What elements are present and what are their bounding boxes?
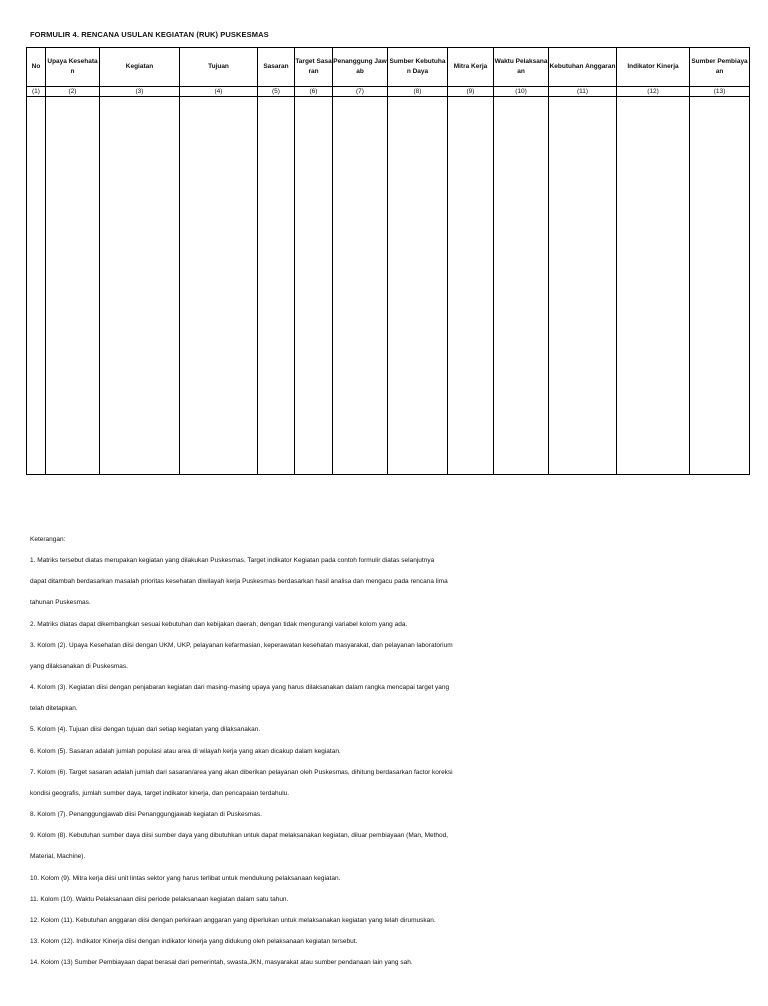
empty-cell [46, 97, 100, 475]
header-sumber-pembiayaan: Sumber Pembiayaan [690, 48, 750, 87]
header-mitra-kerja: Mitra Kerja [448, 48, 494, 87]
column-number: (3) [100, 87, 180, 97]
note-line: yang dilaksanakan di Puskesmas. [30, 662, 128, 670]
note-line: 2. Matriks diatas dapat dikembangkan sesuai kebutuhan dan kebijakan daerah, dengan tidak mengurangi variabel kolom yang ada. [30, 620, 408, 628]
note-line: 9. Kolom (8). Kebutuhan sumber daya diisi sumber daya yang dibutuhkan untuk dapat melaksanakan kegiatan, diluar pembiayaan (Man, Method, [30, 832, 449, 840]
empty-cell [690, 97, 750, 475]
column-number: (5) [258, 87, 295, 97]
column-number: (6) [295, 87, 333, 97]
header-waktu-pelaksanaan: Waktu Pelaksanaan [494, 48, 549, 87]
header-row [27, 48, 750, 87]
notes-section [30, 529, 745, 973]
column-number: (7) [333, 87, 388, 97]
column-number: (9) [448, 87, 494, 97]
note-line: 14. Kolom (13) Sumber Pembiayaan dapat berasal dari pemerintah, swasta,JKN, masyarakat atau sumber pendanaan lain yang sah. [30, 959, 413, 967]
header-penanggung-jawab: Penanggung Jawab [333, 48, 388, 87]
column-number: (10) [494, 87, 549, 97]
header-upaya-kesehatan: Upaya Kesehatan [46, 48, 100, 87]
note-line: 5. Kolom (4). Tujuan diisi dengan tujuan dari setiap kegiatan yang dilaksanakan. [30, 726, 261, 734]
empty-cell [295, 97, 333, 475]
note-line: 13. Kolom (12). Indikator Kinerja diisi dengan indikator kinerja yang didukung oleh pelaksanaan kegiatan tersebut. [30, 937, 358, 945]
empty-cell [448, 97, 494, 475]
form-title: FORMULIR 4. RENCANA USULAN KEGIATAN (RUK) PUSKESMAS [30, 30, 269, 39]
header-sumber-kebutuhan-daya: Sumber Kebutuhan Daya [388, 48, 448, 87]
column-number: (12) [617, 87, 690, 97]
column-number: (13) [690, 87, 750, 97]
header-target-sasaran: Target Sasaran [295, 48, 333, 87]
note-line: 4. Kolom (3). Kegiatan diisi dengan penjabaran kegiatan dari masing-masing upaya yang harus dilaksanakan dalam rangka mencapai target yang [30, 684, 450, 692]
empty-cell [388, 97, 448, 475]
empty-cell [333, 97, 388, 475]
ruk-table [26, 47, 750, 475]
note-line: 12. Kolom (11). Kebutuhan anggaran diisi dengan perkiraan anggaran yang diperlukan untuk melaksanakan kegiatan yang telah dirumuskan. [30, 916, 436, 924]
notes-heading: Keterangan: [30, 536, 66, 543]
empty-cell [180, 97, 258, 475]
column-number: (4) [180, 87, 258, 97]
note-line: tahunan Puskesmas. [30, 599, 91, 607]
header-kegiatan: Kegiatan [100, 48, 180, 87]
note-line: telah ditetapkan. [30, 705, 78, 713]
column-number: (11) [549, 87, 617, 97]
column-number: (1) [27, 87, 46, 97]
header-indikator-kinerja: Indikator Kinerja [617, 48, 690, 87]
note-line: Material, Machine). [30, 853, 86, 861]
column-number: (8) [388, 87, 448, 97]
empty-entry-row [27, 97, 750, 475]
header-no: No [27, 48, 46, 87]
header-kebutuhan-anggaran: Kebutuhan Anggaran [549, 48, 617, 87]
note-line: 1. Matriks tersebut diatas merupakan kegiatan yang dilakukan Puskesmas. Target indikator Kegiatan pada contoh formulir diatas selanjutnya [30, 557, 435, 565]
empty-cell [258, 97, 295, 475]
empty-cell [549, 97, 617, 475]
note-line: 6. Kolom (5). Sasaran adalah jumlah populasi atau area di wilayah kerja yang akan dicakup dalam kegiatan. [30, 747, 341, 755]
empty-cell [100, 97, 180, 475]
column-number: (2) [46, 87, 100, 97]
header-sasaran: Sasaran [258, 48, 295, 87]
empty-cell [27, 97, 46, 475]
column-number-row [27, 87, 750, 97]
note-line: 11. Kolom (10). Waktu Pelaksanaan diisi periode pelaksanaan kegiatan dalam satu tahun. [30, 895, 289, 903]
note-line: 10. Kolom (9). Mitra kerja diisi unit lintas sektor yang harus terlibat untuk mendukung pelaksanaan kegiatan. [30, 874, 341, 882]
header-tujuan: Tujuan [180, 48, 258, 87]
note-line: 7. Kolom (6). Target sasaran adalah jumlah dari sasaran/area yang akan diberikan pelayanan oleh Puskesmas, dihitung berdasarkan factor koreksi [30, 768, 453, 776]
note-line: 8. Kolom (7). Penanggungjawab diisi Penanggungjawab kegiatan di Puskesmas. [30, 811, 262, 819]
note-line: dapat ditambah berdasarkan masalah prioritas kesehatan diwilayah kerja Puskesmas berdasarkan hasil analisa dan mengacu pada rencana lima [30, 578, 448, 586]
empty-cell [494, 97, 549, 475]
empty-cell [617, 97, 690, 475]
note-line: kondisi geografis, jumlah sumber daya, target indikator kinerja, dan pencapaian terdahulu. [30, 789, 290, 797]
note-line: 3. Kolom (2). Upaya Kesehatan diisi dengan UKM, UKP, pelayanan kefarmasian, keperawatan kesehatan masyarakat, dan pelayanan laboratorium [30, 641, 453, 649]
